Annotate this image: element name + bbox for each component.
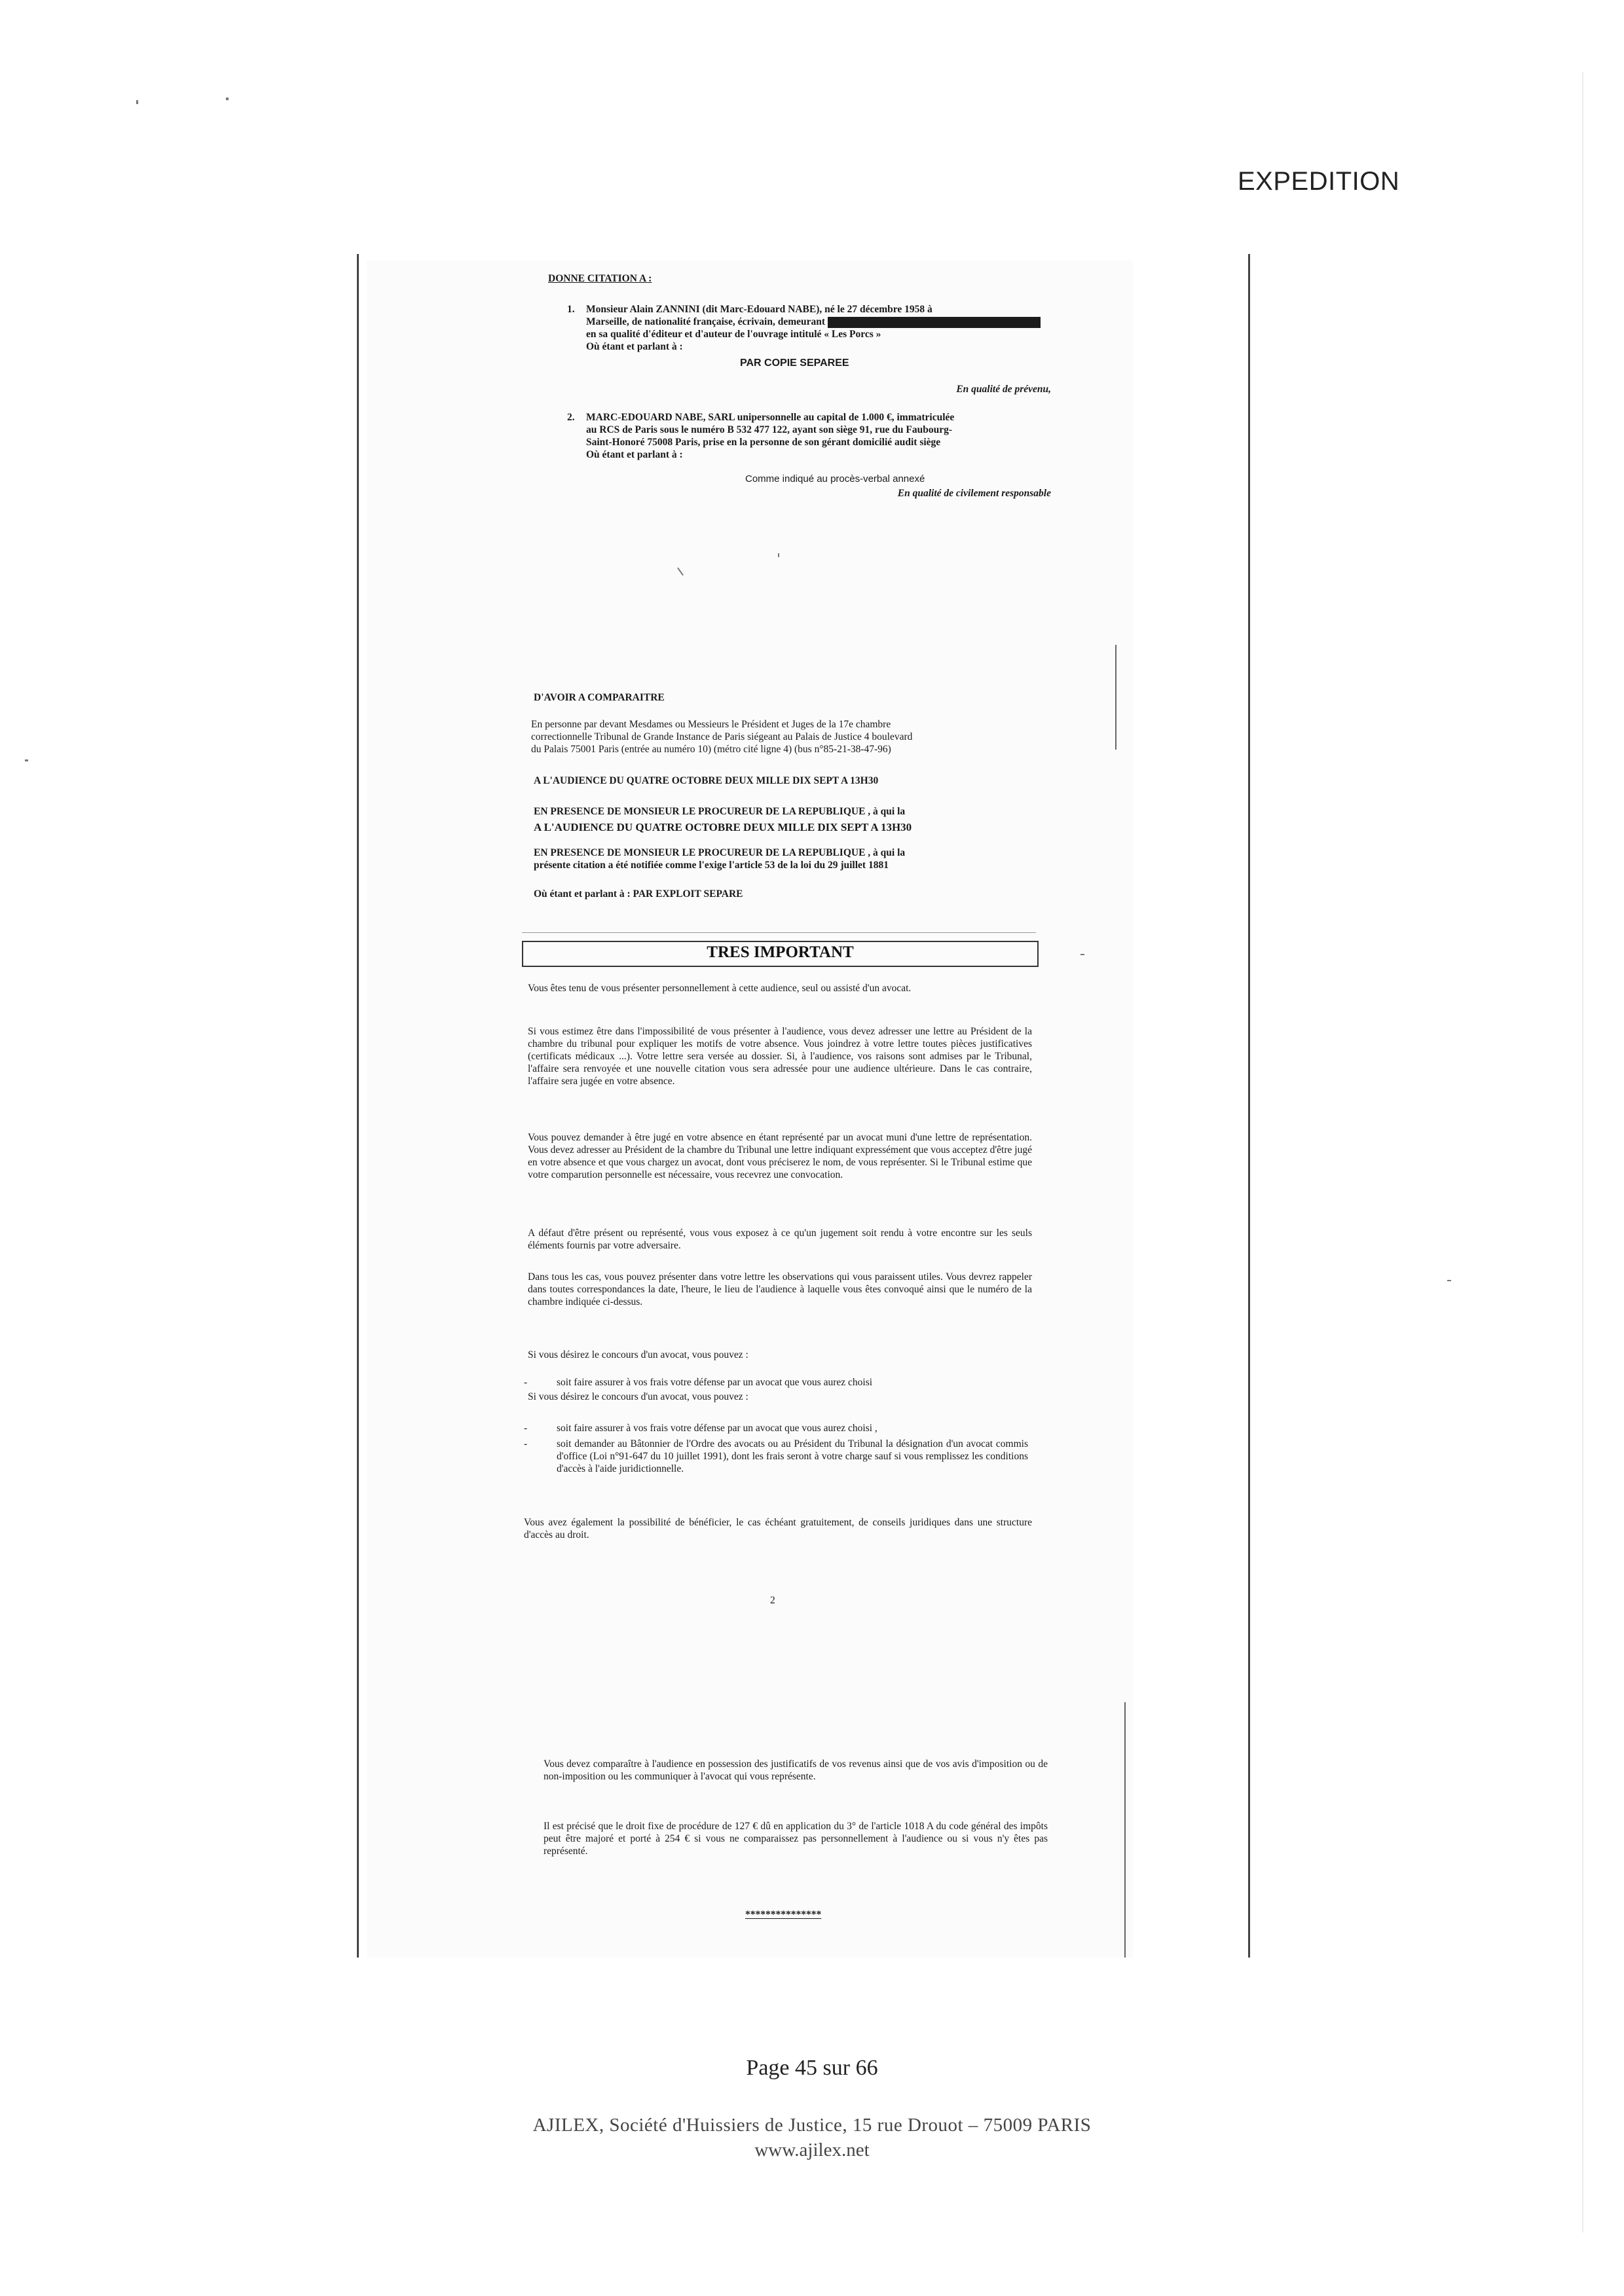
defendant-2-stamp: Comme indiqué au procès-verbal annexé [745,473,925,484]
important-paragraph-1: Vous êtes tenu de vous présenter personnellement à cette audience, seul ou assisté d'un avocat. [528,983,912,994]
comparaitre-line-1: En personne par devant Mesdames ou Messieurs le Président et Juges de la 17e chambre [531,719,891,730]
item-number-2: 2. [567,412,575,423]
important-paragraph-8: Vous avez également la possibilité de bénéficier, le cas échéant gratuitement, de conseils juridiques dans une structure d'accès au droit. [524,1517,1032,1540]
important-paragraph-4: A défaut d'être présent ou représenté, vous vous exposez à ce qu'un jugement soit rendu à votre encontre sur les seuls éléments fournis par votre adversaire. [528,1228,1032,1251]
item-number-1: 1. [567,304,575,315]
right-border-line [1248,254,1250,1958]
company-website: www.ajilex.net [754,2140,870,2160]
closing-stars: *************** [745,1909,822,1920]
audience-date-1: A L'AUDIENCE DU QUATRE OCTOBRE DEUX MILLE DIX SEPT A 13H30 [534,775,879,786]
important-paragraph-5: Dans tous les cas, vous pouvez présenter dans votre lettre les observations qui vous paraissent utiles. Vous devrez rappeler dans toutes correspondances la date, l'heure, le lieu de l'audience à laquelle vous êtes convoqué ainsi que le numéro de la chambre indiquée ci-dessus. [528,1271,1032,1307]
separator-line [522,932,1036,933]
left-border-line [357,254,359,1958]
defendant-1-quality: En qualité de prévenu, [956,384,1051,395]
comparaitre-line-3: du Palais 75001 Paris (entrée au numéro 10) (métro cité ligne 4) (bus n°85-21-38-47-96) [531,744,891,755]
page-number: Page 45 sur 66 [746,2056,878,2080]
defendant-2-parlant: Où étant et parlant à : [586,449,683,460]
redaction-bar [828,317,1041,328]
defendant-2-quality: En qualité de civilement responsable [897,488,1051,499]
important-paragraph-3: Vous pouvez demander à être jugé en votre absence en étant représenté par un avocat muni d'une lettre de représentation. Vous devez adresser au Président de la chambre du Tribunal une lettre indiquant expressément que vous acceptez d'être jugé en votre absence et que vous chargez un avocat, dont vous préciserez le nom, de vous représenter. Si le Tribunal estime que votre comparution personnelle est nécessaire, vous recevrez une convocation. [528,1132,1032,1180]
comparaitre-line-2: correctionnelle Tribunal de Grande Instance de Paris siégeant au Palais de Justice 4 boulevard [531,731,913,742]
important-paragraph-2: Si vous estimez être dans l'impossibilité de vous présenter à l'audience, vous devez adresser une lettre au Président de la chambre du tribunal pour expliquer les motifs de votre absence. Vous joindrez à votre lettre toutes pièces justificatives (certificats médicaux ...). Votre lettre sera versée au dossier. Si, à l'audience, vos raisons sont admises par le Tribunal, l'affaire sera renvoyée et une nouvelle citation vous sera adressée pour une audience ultérieure. Dans le cas contraire, l'affaire sera jugée en votre absence. [528,1026,1032,1087]
scan-speck [226,98,229,100]
scan-artifact-line [1115,645,1116,750]
citation-heading: DONNE CITATION A : [548,273,652,284]
exploit-separe-line: Où étant et parlant à : PAR EXPLOIT SEPARE [534,888,743,900]
scanned-page [367,261,1133,1958]
inner-page-number: 2 [770,1595,775,1606]
bullet-dash: - [524,1438,528,1449]
scan-speck [1447,1280,1451,1281]
procureur-presence-2: EN PRESENCE DE MONSIEUR LE PROCUREUR DE LA REPUBLIQUE , à qui la [534,847,906,858]
defendant-2-line-1: MARC-EDOUARD NABE, SARL unipersonnelle au capital de 1.000 €, immatriculée [586,412,955,423]
scan-edge-shadow [1582,72,1583,2232]
bullet-dash: - [524,1377,528,1388]
comparaitre-heading: D'AVOIR A COMPARAITRE [534,692,665,703]
important-paragraph-7: Si vous désirez le concours d'un avocat, vous pouvez : [528,1391,748,1402]
procureur-presence-1: EN PRESENCE DE MONSIEUR LE PROCUREUR DE LA REPUBLIQUE , à qui la [534,806,906,817]
important-box [522,941,1039,967]
bullet-dash: - [524,1423,528,1434]
defendant-2-line-2: au RCS de Paris sous le numéro B 532 477 122, ayant son siège 91, rue du Faubourg- [586,424,953,435]
defendant-1-address-label: Marseille, de nationalité française, écrivain, demeurant [586,316,826,327]
scan-artifact-line-lower [1124,1702,1126,1958]
defendant-1-parlant: Où étant et parlant à : [586,341,683,352]
important-item-7b: soit demander au Bâtonnier de l'Ordre des avocats ou au Président du Tribunal la désignation d'un avocat commis d'office (Loi n°91-647 du 10 juillet 1991), dont les frais seront à votre charge sauf si vous remplissez les conditions d'accès à l'aide juridictionnelle. [557,1438,1028,1474]
defendant-1-stamp: PAR COPIE SEPAREE [740,357,849,369]
notification-line: présente citation a été notifiée comme l'exige l'article 53 de la loi du 29 juillet 1881 [534,860,889,871]
scan-speck [1080,954,1084,955]
scan-speck [25,759,28,761]
important-item-6a: soit faire assurer à vos frais votre défense par un avocat que vous aurez choisi [557,1377,873,1388]
important-paragraph-6: Si vous désirez le concours d'un avocat, vous pouvez : [528,1349,748,1360]
audience-date-2: A L'AUDIENCE DU QUATRE OCTOBRE DEUX MILLE DIX SEPT A 13H30 [534,821,912,833]
lower-paragraph-2: Il est précisé que le droit fixe de procédure de 127 € dû en application du 3° de l'article 1018 A du code général des impôts peut être majoré et porté à 254 € si vous ne comparaissez pas personnellement à l'audience ou si vous n'y êtes pas représenté. [544,1821,1048,1857]
important-item-7a: soit faire assurer à vos frais votre défense par un avocat que vous aurez choisi , [557,1423,877,1434]
company-line: AJILEX, Société d'Huissiers de Justice, 15 rue Drouot – 75009 PARIS [532,2115,1092,2136]
defendant-1-line-1: Monsieur Alain ZANNINI (dit Marc-Edouard NABE), né le 27 décembre 1958 à [586,304,932,315]
defendant-1-line-2 [586,316,1051,328]
defendant-2-line-3: Saint-Honoré 75008 Paris, prise en la personne de son gérant domicilié audit siège [586,437,941,448]
expedition-stamp: EXPEDITION [1238,167,1400,196]
scan-speck [136,100,138,104]
defendant-1-line-3: en sa qualité d'éditeur et d'auteur de l'ouvrage intitulé « Les Porcs » [586,329,881,340]
lower-paragraph-1: Vous devez comparaître à l'audience en possession des justificatifs de vos revenus ainsi que de vos avis d'imposition ou de non-imposition ou les communiquer à l'avocat qui vous représente. [544,1758,1048,1782]
scan-speck [778,553,779,557]
important-title: TRES IMPORTANT [707,943,854,961]
